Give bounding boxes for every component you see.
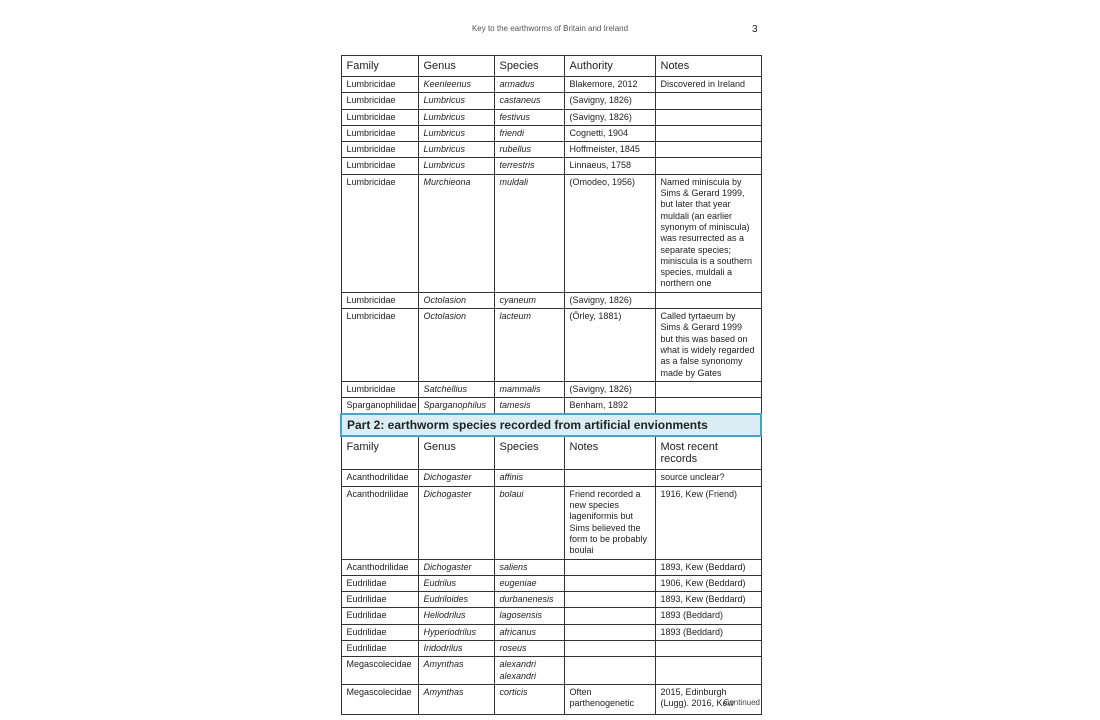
cell-notes	[564, 470, 655, 486]
cell-genus: Eudrilus	[418, 575, 494, 591]
table-row	[341, 142, 761, 158]
cell-species: cyaneum	[494, 292, 564, 308]
cell-family: Acanthodrilidae	[341, 470, 418, 486]
cell-species: saliens	[494, 559, 564, 575]
header-genus: Genus	[418, 436, 494, 470]
cell-species: eugeniae	[494, 575, 564, 591]
cell-species: muldali	[494, 174, 564, 292]
cell-genus: Amynthas	[418, 684, 494, 714]
cell-genus: Amynthas	[418, 657, 494, 685]
table-row	[341, 77, 761, 93]
cell-notes: Discovered in Ireland	[655, 77, 761, 93]
table-row	[341, 559, 761, 575]
cell-records: 1893, Kew (Beddard)	[655, 559, 761, 575]
continued-label: Continued	[723, 698, 760, 707]
cell-notes	[564, 575, 655, 591]
table-row	[341, 125, 761, 141]
cell-species: lacteum	[494, 309, 564, 382]
cell-notes	[655, 292, 761, 308]
part2-title-row	[341, 414, 761, 436]
cell-species: friendi	[494, 125, 564, 141]
cell-species: lagosensis	[494, 608, 564, 624]
cell-family: Lumbricidae	[341, 77, 418, 93]
cell-authority: (Savigny, 1826)	[564, 292, 655, 308]
cell-family: Eudrilidae	[341, 592, 418, 608]
part2-body	[341, 470, 761, 714]
cell-family: Lumbricidae	[341, 174, 418, 292]
cell-species: durbanenesis	[494, 592, 564, 608]
table-row	[341, 158, 761, 174]
table-row	[341, 592, 761, 608]
header-family: Family	[341, 436, 418, 470]
page-number: 3	[752, 24, 758, 35]
cell-records: 1893 (Beddard)	[655, 624, 761, 640]
header-most-recent-records: Most recent records	[655, 436, 761, 470]
cell-authority: Hoffmeister, 1845	[564, 142, 655, 158]
table-row	[341, 575, 761, 591]
cell-authority: (Savigny, 1826)	[564, 109, 655, 125]
cell-species: alexandri alexandri	[494, 657, 564, 685]
table-row	[341, 309, 761, 382]
table-row	[341, 109, 761, 125]
cell-notes	[655, 381, 761, 397]
cell-genus: Dichogaster	[418, 470, 494, 486]
cell-family: Lumbricidae	[341, 381, 418, 397]
table-row	[341, 608, 761, 624]
cell-notes: Often parthenogenetic	[564, 684, 655, 714]
cell-notes	[564, 592, 655, 608]
cell-family: Megascolecidae	[341, 684, 418, 714]
cell-genus: Iridodrilus	[418, 640, 494, 656]
header-species: Species	[494, 436, 564, 470]
cell-notes: Named miniscula by Sims & Gerard 1999, but later that year muldali (an earlier synonym of miniscula) was resurrected as a separate species; miniscula is a southern species, muldali a northern one	[655, 174, 761, 292]
cell-species: tamesis	[494, 398, 564, 415]
cell-records: 1893 (Beddard)	[655, 608, 761, 624]
cell-records	[655, 640, 761, 656]
cell-authority: Cognetti, 1904	[564, 125, 655, 141]
cell-notes: Called tyrtaeum by Sims & Gerard 1999 but this was based on what is widely regarded as a false synonomy made by Gates	[655, 309, 761, 382]
table-row	[341, 624, 761, 640]
cell-species: bolaui	[494, 486, 564, 559]
table-row	[341, 174, 761, 292]
cell-species: armadus	[494, 77, 564, 93]
cell-family: Eudrilidae	[341, 624, 418, 640]
cell-genus: Dichogaster	[418, 486, 494, 559]
header-family: Family	[341, 56, 418, 77]
cell-authority: Benham, 1892	[564, 398, 655, 415]
table-row	[341, 292, 761, 308]
cell-genus: Keenleenus	[418, 77, 494, 93]
part1-body	[341, 77, 761, 415]
cell-genus: Octolasion	[418, 309, 494, 382]
cell-family: Eudrilidae	[341, 608, 418, 624]
table-row	[341, 640, 761, 656]
cell-genus: Heliodrilus	[418, 608, 494, 624]
cell-species: festivus	[494, 109, 564, 125]
table-row	[341, 486, 761, 559]
cell-genus: Lumbricus	[418, 93, 494, 109]
cell-authority: (Örley, 1881)	[564, 309, 655, 382]
cell-species: mammalis	[494, 381, 564, 397]
cell-notes	[655, 158, 761, 174]
part2-title: Part 2: earthworm species recorded from artificial envionments	[341, 414, 761, 436]
cell-genus: Lumbricus	[418, 158, 494, 174]
cell-records: 1916, Kew (Friend)	[655, 486, 761, 559]
table-row	[341, 684, 761, 714]
earthworm-table	[340, 55, 762, 715]
cell-genus: Satchellius	[418, 381, 494, 397]
part2-header-row	[341, 436, 761, 470]
cell-records	[655, 657, 761, 685]
table-row	[341, 381, 761, 397]
cell-family: Sparganophilidae	[341, 398, 418, 415]
cell-records: 1906, Kew (Beddard)	[655, 575, 761, 591]
cell-family: Lumbricidae	[341, 309, 418, 382]
cell-notes	[564, 608, 655, 624]
cell-family: Lumbricidae	[341, 125, 418, 141]
running-header: Key to the earthworms of Britain and Ireland	[471, 24, 629, 33]
cell-family: Acanthodrilidae	[341, 486, 418, 559]
header-notes: Notes	[655, 56, 761, 77]
header-genus: Genus	[418, 56, 494, 77]
header-notes: Notes	[564, 436, 655, 470]
cell-notes	[655, 125, 761, 141]
cell-authority: (Savigny, 1826)	[564, 93, 655, 109]
cell-genus: Hyperiodrilus	[418, 624, 494, 640]
cell-genus: Octolasion	[418, 292, 494, 308]
cell-family: Eudrilidae	[341, 575, 418, 591]
cell-authority: (Omodeo, 1956)	[564, 174, 655, 292]
cell-notes	[564, 559, 655, 575]
cell-records: source unclear?	[655, 470, 761, 486]
table-row	[341, 657, 761, 685]
cell-genus: Dichogaster	[418, 559, 494, 575]
header-species: Species	[494, 56, 564, 77]
cell-genus: Lumbricus	[418, 125, 494, 141]
cell-authority: (Savigny, 1826)	[564, 381, 655, 397]
cell-species: rubellus	[494, 142, 564, 158]
cell-records: 2015, Edinburgh (Lugg). 2016, Kew	[655, 684, 761, 714]
table-row	[341, 93, 761, 109]
cell-family: Lumbricidae	[341, 158, 418, 174]
cell-notes: Friend recorded a new species lageniformis but Sims believed the form to be probably boulai	[564, 486, 655, 559]
cell-authority: Blakemore, 2012	[564, 77, 655, 93]
cell-authority: Linnaeus, 1758	[564, 158, 655, 174]
cell-notes	[564, 657, 655, 685]
cell-family: Lumbricidae	[341, 142, 418, 158]
cell-notes	[655, 398, 761, 415]
cell-genus: Murchieona	[418, 174, 494, 292]
cell-notes	[655, 109, 761, 125]
table-row	[341, 470, 761, 486]
cell-family: Acanthodrilidae	[341, 559, 418, 575]
table-row	[341, 398, 761, 415]
cell-family: Lumbricidae	[341, 292, 418, 308]
cell-family: Eudrilidae	[341, 640, 418, 656]
cell-notes	[655, 93, 761, 109]
cell-records: 1893, Kew (Beddard)	[655, 592, 761, 608]
cell-species: terrestris	[494, 158, 564, 174]
cell-species: corticis	[494, 684, 564, 714]
cell-species: affinis	[494, 470, 564, 486]
cell-genus: Eudriloides	[418, 592, 494, 608]
cell-family: Lumbricidae	[341, 93, 418, 109]
cell-notes	[655, 142, 761, 158]
cell-species: roseus	[494, 640, 564, 656]
cell-family: Lumbricidae	[341, 109, 418, 125]
header-authority: Authority	[564, 56, 655, 77]
cell-family: Megascolecidae	[341, 657, 418, 685]
cell-notes	[564, 624, 655, 640]
cell-genus: Lumbricus	[418, 142, 494, 158]
cell-genus: Lumbricus	[418, 109, 494, 125]
cell-genus: Sparganophilus	[418, 398, 494, 415]
cell-species: castaneus	[494, 93, 564, 109]
part1-header-row	[341, 56, 761, 77]
cell-species: africanus	[494, 624, 564, 640]
cell-notes	[564, 640, 655, 656]
